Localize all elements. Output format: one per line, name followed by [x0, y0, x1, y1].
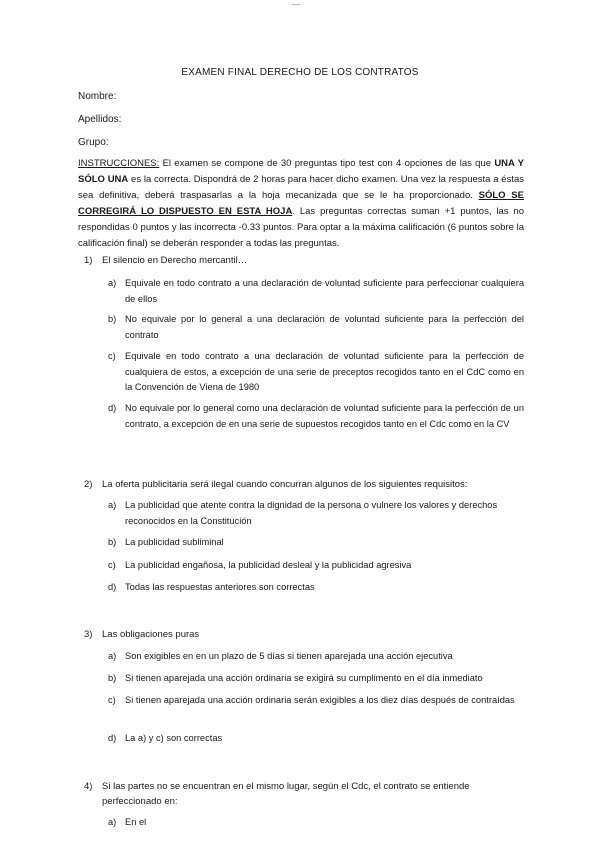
- q2-option-a: [108, 498, 524, 529]
- instructions-text-2: es la correcta. Dispondrá de 2 horas para hacer dicho examen. Una vez la respuesta a éstas sea definitiva, deberá traspasarlas a la hoja mecanizada que se le ha proporcionado.: [78, 174, 524, 201]
- instructions-paragraph: [78, 156, 524, 252]
- question-2: [84, 477, 524, 492]
- question-text: Las obligaciones puras: [102, 629, 200, 640]
- question-number: 1): [84, 255, 93, 266]
- question-4: [84, 779, 524, 809]
- option-letter: d): [108, 733, 117, 743]
- q3-option-a: [108, 649, 524, 665]
- q1-option-a: [108, 276, 524, 307]
- q2-option-c: [108, 558, 524, 574]
- option-letter: c): [108, 560, 116, 570]
- option-letter: b): [108, 314, 117, 324]
- option-text: Si tienen aparejada una acción ordinaria serán exigibles a los diez días después de contraídas: [125, 695, 515, 705]
- q4-option-a: [108, 815, 524, 831]
- q1-option-d: [108, 401, 524, 432]
- option-text: No equivale por lo general a una declaración de voluntad suficiente para la perfección del contrato: [125, 314, 524, 340]
- question-number: 3): [84, 629, 93, 640]
- question-text: El silencio en Derecho mercantil…: [102, 255, 248, 266]
- option-text: La publicidad engañosa, la publicidad desleal y la publicidad agresiva: [125, 560, 412, 570]
- q3-option-b: [108, 671, 524, 687]
- question-text: La oferta publicitaria será ilegal cuando concurran algunos de los siguientes requisitos:: [102, 479, 468, 490]
- instructions-text-1: El examen se compone de 30 preguntas tipo test con 4 opciones de las que: [159, 158, 495, 169]
- q2-option-b: [108, 535, 524, 551]
- instructions-label: INSTRUCCIONES:: [78, 158, 160, 169]
- option-letter: c): [108, 351, 116, 361]
- question-3: [84, 627, 524, 642]
- option-letter: a): [108, 278, 117, 288]
- option-text: Equivale en todo contrato a una declaración de voluntad suficiente para perfeccionar cualquiera de ellos: [125, 278, 524, 304]
- option-text: La publicidad que atente contra la dignidad de la persona o vulnere los valores y derechos reconocidos en la Constitución: [125, 500, 498, 526]
- question-1: [84, 253, 524, 268]
- q1-option-c: [108, 349, 524, 396]
- option-letter: b): [108, 537, 117, 547]
- q3-option-c: [108, 693, 524, 709]
- option-text: En el: [125, 817, 147, 827]
- option-text: No equivale por lo general como una declaración de voluntad suficiente para la perfección de un contrato, a excepción de en una serie de supuestos recogidos tanto en el Cdc como en la CV: [125, 403, 524, 429]
- option-text: La publicidad subliminal: [125, 537, 224, 547]
- option-letter: b): [108, 673, 117, 683]
- option-letter: c): [108, 695, 116, 705]
- page-header-mark: —: [292, 0, 300, 9]
- option-letter: d): [108, 582, 117, 592]
- option-letter: a): [108, 651, 117, 661]
- option-letter: d): [108, 403, 117, 413]
- instructions-bold-1: UNA Y SÓLO UNA: [78, 158, 524, 185]
- instructions-bold-2: SÓLO SE CORREGIRÁ LO DISPUESTO EN ESTA HOJA: [78, 190, 524, 217]
- page-title: EXAMEN FINAL DERECHO DE LOS CONTRATOS: [181, 67, 419, 78]
- option-letter: a): [108, 500, 117, 510]
- option-text: Si tienen aparejada una acción ordinaria se exigirá su cumplimento en el día inmediato: [125, 673, 483, 683]
- apellidos-field: Apellidos:: [78, 114, 122, 125]
- grupo-field: Grupo:: [78, 137, 109, 148]
- question-text: Si las partes no se encuentran en el mismo lugar, según el Cdc, el contrato se entiende perfeccionado en:: [102, 781, 470, 807]
- question-number: 4): [84, 781, 93, 792]
- q2-option-d: [108, 580, 524, 596]
- q1-option-b: [108, 312, 524, 343]
- q3-option-d: [108, 731, 524, 747]
- option-text: La a) y c) son correctas: [125, 733, 223, 743]
- option-text: Equivale en todo contrato a una declaración de voluntad suficiente para la perfección de cualquiera de estos, a excepción de una serie de preceptos recogidos tanto en el CdC como en la Convención de Viena de 1980: [125, 351, 524, 392]
- option-letter: a): [108, 817, 117, 827]
- option-text: Son exigibles en en un plazo de 5 días si tienen aparejada una acción ejecutiva: [125, 651, 453, 661]
- nombre-field: Nombre:: [78, 91, 117, 102]
- option-text: Todas las respuestas anteriores son correctas: [125, 582, 315, 592]
- question-number: 2): [84, 479, 93, 490]
- instructions-text-3: . Las preguntas correctas suman +1 puntos, las no respondidas 0 puntos y las incorrecta -0.33 puntos. Para optar a la máxima calificación (6 puntos sobre la calificación final) se deberán responder a todas las preguntas.: [78, 206, 524, 249]
